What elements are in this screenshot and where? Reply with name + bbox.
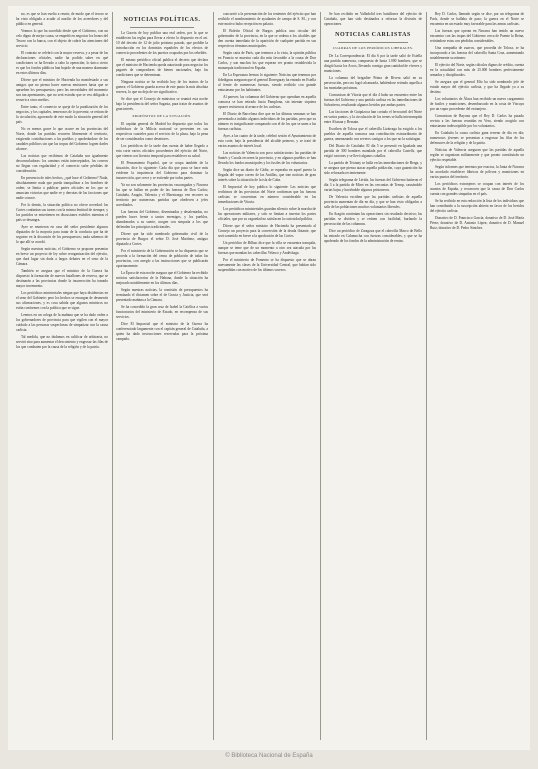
article-paragraph: Por el ministerio de Fomento se ha dispuesto que se abran nuevamente las clases de la Universidad Central, que habían sido suspendidas con motivo de los últimos sucesos. bbox=[218, 258, 316, 272]
article-paragraph: No es menos grave lo que ocurre en las provincias del Norte, donde las partidas recorren libremente el territorio, exigiendo contribuciones a los pueblos y apoderándose de los caudales públicos sin que las tropas del Gobierno logren darles alcance. bbox=[16, 127, 108, 151]
article-paragraph: Dícese que el señor ministro de Hacienda ha presentado al Consejo un proyecto para la conversión de la deuda flotante, que será sometido en breve a la aprobación de las Cortes. bbox=[218, 224, 316, 238]
article-paragraph: Noticias de Valencia aseguran que las partidas de aquella región se organizan militarmente y que pronto constituirán un ejército respetable. bbox=[430, 148, 524, 162]
column-4 bbox=[324, 12, 422, 740]
article-paragraph: La columna del brigadier Primo de Rivera salió en su persecución, pero no logró alcanzarla, habiéndose retirado aquella a las montañas próximas. bbox=[324, 76, 422, 90]
article-paragraph: Comunican de Vitoria que el día 4 hubo un encuentro entre las fuerzas del Gobierno y una partida carlista en las inmediaciones de Salvatierra, resultando algunos heridos por ambas partes. bbox=[324, 93, 422, 107]
article-paragraph: También se asegura que el ministro de la Guerra ha dispuesto la formación de nuevos batallones de reserva, que se destinarán a las provincias donde la insurrección ha tomado mayor incremento. bbox=[16, 269, 108, 288]
section-heading: NOTICIAS CARLISTAS bbox=[335, 32, 411, 38]
article-paragraph: En Cataluña la causa carlista gana terreno de día en día; numerosos jóvenes se presentan a engrosar las filas de los defensores de la religión y de la patria. bbox=[430, 131, 524, 145]
heading-rule bbox=[338, 42, 408, 43]
article-paragraph: no, es que se han vuelto a reunir, de modo que el tesoro se ha visto obligado a acudir al auxilio de los acreedores y del público en general. bbox=[16, 12, 108, 26]
article-paragraph: Las noticias de Valencia son poco satisfactorias: las partidas de Santés y Cucala recorren la provincia, y en algunos pueblos se han llevado los fondos municipales y los fusiles de los voluntarios. bbox=[218, 151, 316, 165]
article-paragraph: La Época de esta noche asegura que el Gobierno ha recibido noticias satisfactorias de la Habana, donde la situación ha mejorado notablemente en los últimos días. bbox=[116, 271, 208, 285]
article-paragraph: De La Correspondencia: El día 6 por la tarde salió de Estella una partida numerosa, compuesta de hasta 1.000 hombres, que se dirigió hacia los Arcos, llevando consigo gran cantidad de víveres y municiones. bbox=[324, 54, 422, 73]
article-paragraph: El ejército del Norte, según cálculos dignos de crédito, cuenta en la actualidad con más de 25.000 hombres perfectamente armados y disciplinados. bbox=[430, 63, 524, 77]
article-paragraph: Según nuestras noticias, la comisión de presupuestos ha terminado el dictamen sobre el de Gracia y Justicia, que será presentado mañana a la Cámara. bbox=[116, 288, 208, 302]
article-paragraph: Comunican de Bayona que el Rey D. Carlos ha pasado revista a las fuerzas reunidas en Vera, siendo acogido con entusiasmo indescriptible por los voluntarios. bbox=[430, 114, 524, 128]
section-subheading: CUADRAS DE LOS PERIÓDICOS LIBERALES. bbox=[332, 46, 414, 50]
article-paragraph: La partida de Tristany se halla en las inmediaciones de Berga, y se asegura que piensa atacar aquella población, cuya guarnición ha sido reforzada recientemente. bbox=[324, 161, 422, 175]
column-rule bbox=[213, 12, 214, 740]
article-paragraph: Ayer se reunieron en casa del señor presidente algunos diputados de la mayoría para tratar de la conducta que ha de seguirse en la discusión de los presupuestos; nada sabemos de lo que allí se acordó. bbox=[16, 225, 108, 244]
article-paragraph: El Diario de Barcelona dice que en las últimas semanas se han presentado a indulto algunos individuos de las partidas, pero que su número es insignificante comparado con el de los que se unen a las fuerzas carlistas. bbox=[218, 112, 316, 131]
heading-rule bbox=[130, 27, 194, 28]
article-paragraph: Los periódicos de la tarde dan cuenta de haber llegado a esta corte varios oficiales procedentes del ejército del Norte, que vienen con licencia temporal para restablecer su salud. bbox=[116, 144, 208, 158]
article-paragraph: El contrato se celebró con la mayor reserva, y a pesar de las declaraciones oficiales, nadie ha podido saber en qué condiciones se ha llevado a cabo la operación; lo único cierto es que los fondos públicos han bajado de una manera alarmante en estos últimos días. bbox=[16, 51, 108, 75]
article-paragraph: Entre tanto, el comercio se queja de la paralización de los negocios, y los capitales, temerosos de lo porvenir, se retiran de la circulación, agravando de este modo la situación general del país. bbox=[16, 105, 108, 124]
article-paragraph: Un periódico de Bilbao dice que la villa se encuentra tranquila, aunque se teme que de un momento a otro sea atacada por las fuerzas que mandan los cabecillas Velasco y Andéchaga. bbox=[218, 241, 316, 255]
article-paragraph: Según dice un diario de Cádiz, se esperaba en aquel puerto la llegada del vapor correo de las Antillas, que trae noticias de gran interés sobre la situación de la isla de Cuba. bbox=[218, 168, 316, 182]
article-paragraph: De Valencia escriben que las partidas carlistas de aquella provincia aumentan de día en día, y que se han visto obligados a salir de las poblaciones muchos voluntarios liberales. bbox=[324, 195, 422, 209]
column-rule bbox=[426, 12, 427, 740]
article-paragraph: El Pensamiento Español, que se ocupa también de la situación, dice lo siguiente: Cada día que pasa se hace más evidente la impotencia del Gobierno para dominar la insurrección, que crece y se extiende por todas partes. bbox=[116, 161, 208, 180]
section-subheading: PROPÓSITOS DE LA SITUACIÓN. bbox=[132, 114, 192, 118]
article-paragraph: Se han recibido en Valladolid tres batallones del ejército de Cataluña, que han sido destinados a reforzar la división de operaciones. bbox=[324, 12, 422, 26]
column-3 bbox=[218, 12, 316, 740]
column-1 bbox=[16, 12, 108, 740]
column-rule bbox=[112, 12, 113, 740]
article-paragraph: Escriben de Tolosa que el cabecilla Lizárraga ha exigido a los pueblos de aquella comarca una contribución extraordinaria de guerra, amenazando con severos castigos a los que no la satisfagan. bbox=[324, 127, 422, 141]
column-rule bbox=[320, 12, 321, 740]
article-paragraph: Según telegrama de Lérida, las fuerzas del Gobierno batieron el día 3 a la partida de Miret en las cercanías de Tremp, causándole varias bajas y haciéndole algunos prisioneros. bbox=[324, 178, 422, 192]
article-paragraph: Una compañía de zuavos, que procedía de Tolosa, se ha incorporado a las fuerzas del cabecilla Santa Cruz, aumentando notablemente su número. bbox=[430, 46, 524, 60]
article-paragraph: Del Diario de Cataluña: El día 5 se presentó en Igualada una partida de 300 hombres mandada por el cabecilla Castells, que exigió raciones y se llevó algunos caballos. bbox=[324, 144, 422, 158]
article-paragraph: La Gaceta de hoy publica una real orden, por la que se establecen las reglas para llevar a efecto lo dispuesto en el art. 10 del decreto de 12 de julio próximo pasado, que prohíbe la introducción en los dominios españoles de los efectos de comercio procedentes de los puertos ocupados por los rebeldes. bbox=[116, 31, 208, 55]
article-paragraph: Los periódicos extranjeros se ocupan con interés de los asuntos de España, y reconocen que la causa de Don Carlos cuenta con grandes simpatías en el país. bbox=[430, 182, 524, 196]
article-paragraph: Dice un periódico de Zaragoza que el cabecilla Marco de Bello ha entrado en Calamocha con fuerzas considerables, y que se ha apoderado de los fondos de la administración de rentas. bbox=[324, 229, 422, 243]
article-paragraph: Dice El Imparcial que el ministro de la Guerra ha conferenciado largamente con el capitán general de Cataluña, a quien ha dado instrucciones reservadas para la próxima campaña. bbox=[116, 322, 208, 341]
article-paragraph: El mismo periódico oficial publica el decreto que declara que el ministro de Hacienda queda autorizado para negociar los pagarés de compradores de bienes nacionales, bajo las condiciones que se determinan. bbox=[116, 58, 208, 77]
article-paragraph: El Imparcial de hoy publica lo siguiente: Las noticias que recibimos de las provincias del Norte confirman que las fuerzas carlistas se concentran en número considerable en las inmediaciones de Vitoria. bbox=[218, 185, 316, 204]
article-paragraph: Dícese que el ministro de Hacienda ha manifestado a sus amigos que no piensa hacer nuevas emisiones hasta que se aprueben los presupuestos; pero las necesidades del momento son tan apremiantes, que no será extraño que se vea obligado a recurrir a otros medios. bbox=[16, 78, 108, 102]
article-paragraph: Ayer, a las cuatro de la tarde, celebró sesión el Ayuntamiento de esta corte, bajo la presidencia del alcalde primero, y se trató de varios asuntos de interés local. bbox=[218, 134, 316, 148]
article-paragraph: Las facciones de Guipúzcoa han cortado el ferrocarril del Norte en varios puntos, y la circulación de los trenes se halla interrumpida entre Alsasua y Beasain. bbox=[324, 110, 422, 124]
column-2 bbox=[116, 12, 208, 740]
article-paragraph: En La Esperanza leemos lo siguiente: Noticias que tenemos por fidedignas aseguran que el general Dorregaray ha entrado en Estella al frente de numerosas fuerzas, siendo recibido con grande entusiasmo por los habitantes. bbox=[218, 73, 316, 92]
article-paragraph: Leemos en un colega de la mañana que se ha dado orden a los gobernadores de provincia para que vigilen con el mayor cuidado a las personas sospechosas de simpatizar con la causa carlista. bbox=[16, 313, 108, 332]
article-paragraph: Donativo de D. Francisco García; donativo de D. José María Pérez; donativo de D. Antonio López; donativo de D. Manuel Ruiz; donativo de D. Pedro Sánchez. bbox=[430, 216, 524, 230]
article-paragraph: Por lo demás, la situación política no ofrece novedad: las Cortes continúan sus tareas con la misma lentitud de siempre, y los partidos se entretienen en discusiones estériles mientras el país se desangra. bbox=[16, 203, 108, 222]
article-paragraph: Los periódicos ministeriales niegan que haya disidencias en el seno del Gabinete; pero los hechos se encargan de desmentir sus afirmaciones, y es cosa sabida que algunos ministros no están conformes con la política que se sigue. bbox=[16, 291, 108, 310]
article-paragraph: Dícese que ha sido nombrado gobernador civil de la provincia de Burgos el señor D. José Martínez, antiguo diputado a Cortes. bbox=[116, 232, 208, 246]
article-paragraph: Las fuerzas que operan en Navarra han tenido un nuevo encuentro con las tropas del Gobierno cerca de Puente la Reina, retirándose estas con pérdidas considerables. bbox=[430, 29, 524, 43]
article-paragraph: Se dice que el Consejo de ministros se reunirá esta noche bajo la presidencia del señor Sagasta, para tratar de asuntos de gran interés. bbox=[116, 97, 208, 111]
copyright-footer: © Biblioteca Nacional de España bbox=[225, 753, 313, 759]
section-heading: NOTICIAS POLÍTICAS. bbox=[123, 17, 201, 23]
article-paragraph: Según informes que tenemos por exactos, la Junta de Navarra ha acordado establecer fábricas de pólvora y municiones en varios puntos del territorio. bbox=[430, 165, 524, 179]
article-paragraph: Se asegura que el general Elío ha sido nombrado jefe de estado mayor del ejército carlista, y que ha llegado ya a su destino. bbox=[430, 80, 524, 94]
column-5 bbox=[430, 12, 524, 740]
article-paragraph: Según nuestras noticias, el Gobierno se propone presentar en breve un proyecto de ley sobre reorganización del ejército, que dará lugar sin duda a largos debates en el seno de la Cámara. bbox=[16, 247, 108, 266]
article-paragraph: Las noticias que recibimos de Cataluña son igualmente desconsoladoras: los caminos están interceptados, los correos no llegan con regularidad y el comercio sufre pérdidas de consideración. bbox=[16, 154, 108, 173]
article-paragraph: Ya no son solamente las provincias vascongadas y Navarra las que se hallan en poder de las fuerzas de Don Carlos; Cataluña, Aragón, Valencia y el Maestrazgo ven recorrer su territorio por numerosas partidas que obedecen a jefes acreditados. bbox=[116, 183, 208, 207]
article-paragraph: concurrió a la presentación de los tenientes del ejército que han recibido el nombramiento de ayudantes de campo de S. M., y con este motivo hubo recepción en palacio. bbox=[218, 12, 316, 26]
article-paragraph: Según carta de París, que tenemos a la vista, la opinión pública en Francia se muestra cada día más favorable a la causa de Don Carlos, y son muchos los que esperan ver pronto restablecida la monarquía tradicional en España. bbox=[218, 51, 316, 70]
article-paragraph: El Boletín Oficial de Burgos publica una circular del gobernador de la provincia, en la que se ordena a los alcaldes que den cuenta inmediata de la aparición de cualquier partida en sus respectivos términos municipales. bbox=[218, 29, 316, 48]
article-paragraph: Los voluntarios de Álava han recibido un nuevo cargamento de fusiles y municiones, desembarcado en la costa de Vizcaya por un vapor procedente del extranjero. bbox=[430, 97, 524, 111]
article-paragraph: Se ha concedido la gran cruz de Isabel la Católica a varios funcionarios del ministerio de Estado, en recompensa de sus servicios. bbox=[116, 305, 208, 319]
article-paragraph: Veamos lo que ha sucedido desde que el Gobierno, con un celo digno de mejor causa, se empeñó en negociar los bonos del Tesoro con la banca, con el objeto de cubrir las atenciones del servicio. bbox=[16, 29, 108, 48]
article-paragraph: Por el ministerio de la Gobernación se ha dispuesto que se proceda a la formación del censo de población de todas las provincias, con arreglo a las instrucciones que se publicarán oportunamente. bbox=[116, 249, 208, 268]
article-paragraph: En presencia de tales hechos, ¿qué hace el Gobierno? Nada, absolutamente nada que pueda tranquilizar a los hombres de orden; se limita a publicar partes oficiales en los que se anuncian victorias que nadie ve y derrotas de las facciones que nadie conoce. bbox=[16, 176, 108, 200]
article-paragraph: Rey D. Carlos, llamado según se dice, por un telegrama de París, donde se hallaba de paso; la guerra en el Norte se encuentra en un estado muy favorable para las armas carlistas. bbox=[430, 12, 524, 26]
article-paragraph: Se ha recibido en esta redacción la lista de los individuos que han contribuido a la suscripción abierta en favor de los heridos del ejército carlista. bbox=[430, 199, 524, 213]
article-paragraph: El capitán general de Madrid ha dispuesto que todos los individuos de la Milicia nacional se presenten en sus respectivos cuarteles para el servicio de la plaza, bajo la pena de ser considerados como desertores. bbox=[116, 122, 208, 141]
article-paragraph: En Aragón continúan las operaciones sin resultado decisivo; las partidas se dividen y se reúnen con facilidad, burlando la persecución de las columnas. bbox=[324, 212, 422, 226]
newspaper-page bbox=[8, 6, 530, 750]
article-paragraph: Las fuerzas del Gobierno, diseminadas y desalentadas, no pueden hacer frente a tantos enemigos, y los pueblos, abandonados a su suerte, acogen con simpatía a los que defienden los principios tradicionales. bbox=[116, 210, 208, 229]
article-paragraph: Al parecer, las columnas del Gobierno que operaban en aquella comarca se han retirado hacia Pamplona, sin intentar siquiera oponer resistencia al avance de los carlistas. bbox=[218, 95, 316, 109]
article-paragraph: Los periódicos ministeriales guardan silencio sobre la marcha de las operaciones militares, y solo se limitan a insertar los partes oficiales, que por su vaguedad no satisfacen la curiosidad pública. bbox=[218, 207, 316, 221]
article-paragraph: Tal medida, que no dudamos en calificar de arbitraria, no servirá sino para aumentar el descontento y engrosar las filas de los que combaten por la causa de la religión y de la patria. bbox=[16, 335, 108, 349]
article-paragraph: Ninguna noticia se ha recibido hoy de los teatros de la guerra; el Gobierno guarda acerca de este punto la más absoluta reserva, lo que no deja de ser significativo. bbox=[116, 80, 208, 94]
